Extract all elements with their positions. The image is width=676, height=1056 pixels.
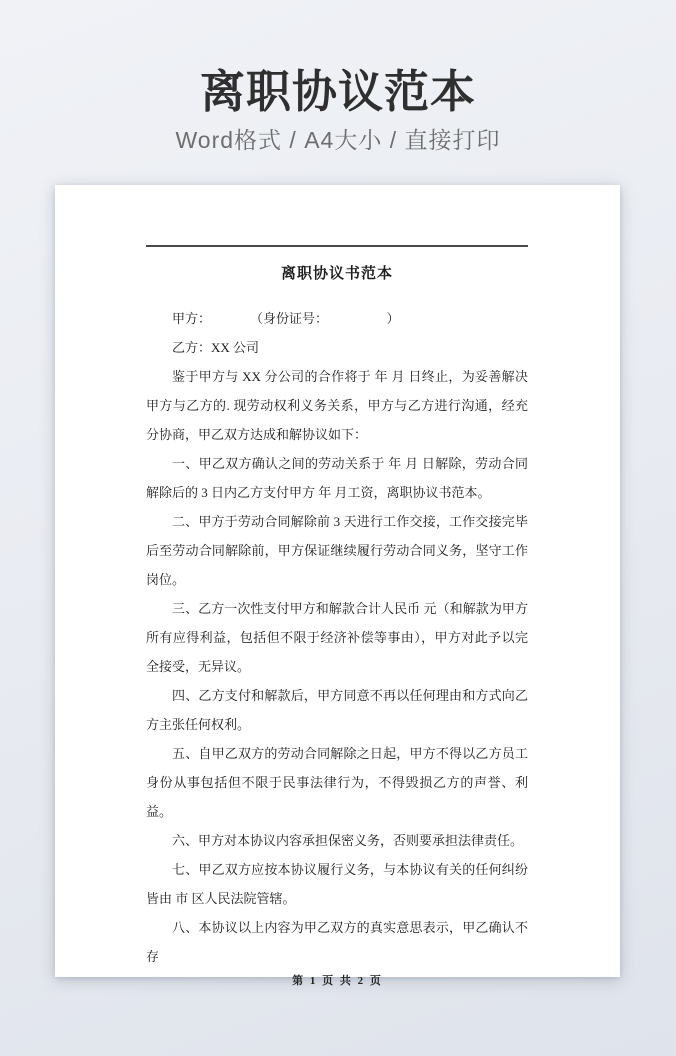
paragraph-clause-6: 六、甲方对本协议内容承担保密义务，否则要承担法律责任。 (172, 833, 524, 848)
paragraph-preamble: 鉴于甲方与 XX 分公司的合作将于 年 月 日终止，为妥善解决甲方与乙方的. 现劳动权利义务关系，甲方与乙方进行沟通，经充分协商，甲乙双方达成和解协议如下： (146, 369, 528, 442)
title-divider (146, 245, 528, 247)
paragraph-clause-1: 一、甲乙双方确认之间的劳动关系于 年 月 日解除，劳动合同解除后的 3 日内乙方支付甲方 年 月工资，离职协议书范本。 (146, 456, 528, 500)
document-title: 离职协议书范本 (280, 266, 393, 282)
document-content (55, 245, 620, 1037)
paragraph-clause-4: 四、乙方支付和解款后，甲方同意不再以任何理由和方式向乙方主张任何权利。 (146, 688, 528, 732)
document-page (55, 185, 620, 987)
paragraph-clause-3: 三、乙方一次性支付甲方和解款合计人民币 元（和解款为甲方所有应得利益，包括但不限于经济补偿等事由），甲方对此予以完全接受，无异议。 (146, 601, 528, 674)
page-number: 第 1 页 共 2 页 (292, 975, 383, 987)
paragraph-clause-7: 七、甲乙双方应按本协议履行义务，与本协议有关的任何纠纷皆由 市 区人民法院管辖。 (146, 862, 528, 906)
banner (0, 0, 676, 153)
party-b-line: 乙方：XX 公司 (172, 340, 260, 355)
party-a-line: 甲方： （身份证号： ） (172, 311, 400, 326)
paragraph-clause-8: 八、本协议以上内容为甲乙双方的真实意思表示，甲乙确认不存 (146, 920, 528, 964)
banner-title: 离职协议范本 (199, 66, 476, 117)
paragraph-clause-5: 五、自甲乙双方的劳动合同解除之日起，甲方不得以乙方员工身份从事包括但不限于民事法律行为，不得毁损乙方的声誉、利益。 (146, 746, 528, 819)
document-body (146, 304, 528, 971)
banner-subtitle: Word格式 / A4大小 / 直接打印 (175, 127, 501, 153)
paragraph-clause-2: 二、甲方于劳动合同解除前 3 天进行工作交接，工作交接完毕后至劳动合同解除前，甲方保证继续履行劳动合同义务，坚守工作岗位。 (146, 514, 528, 587)
